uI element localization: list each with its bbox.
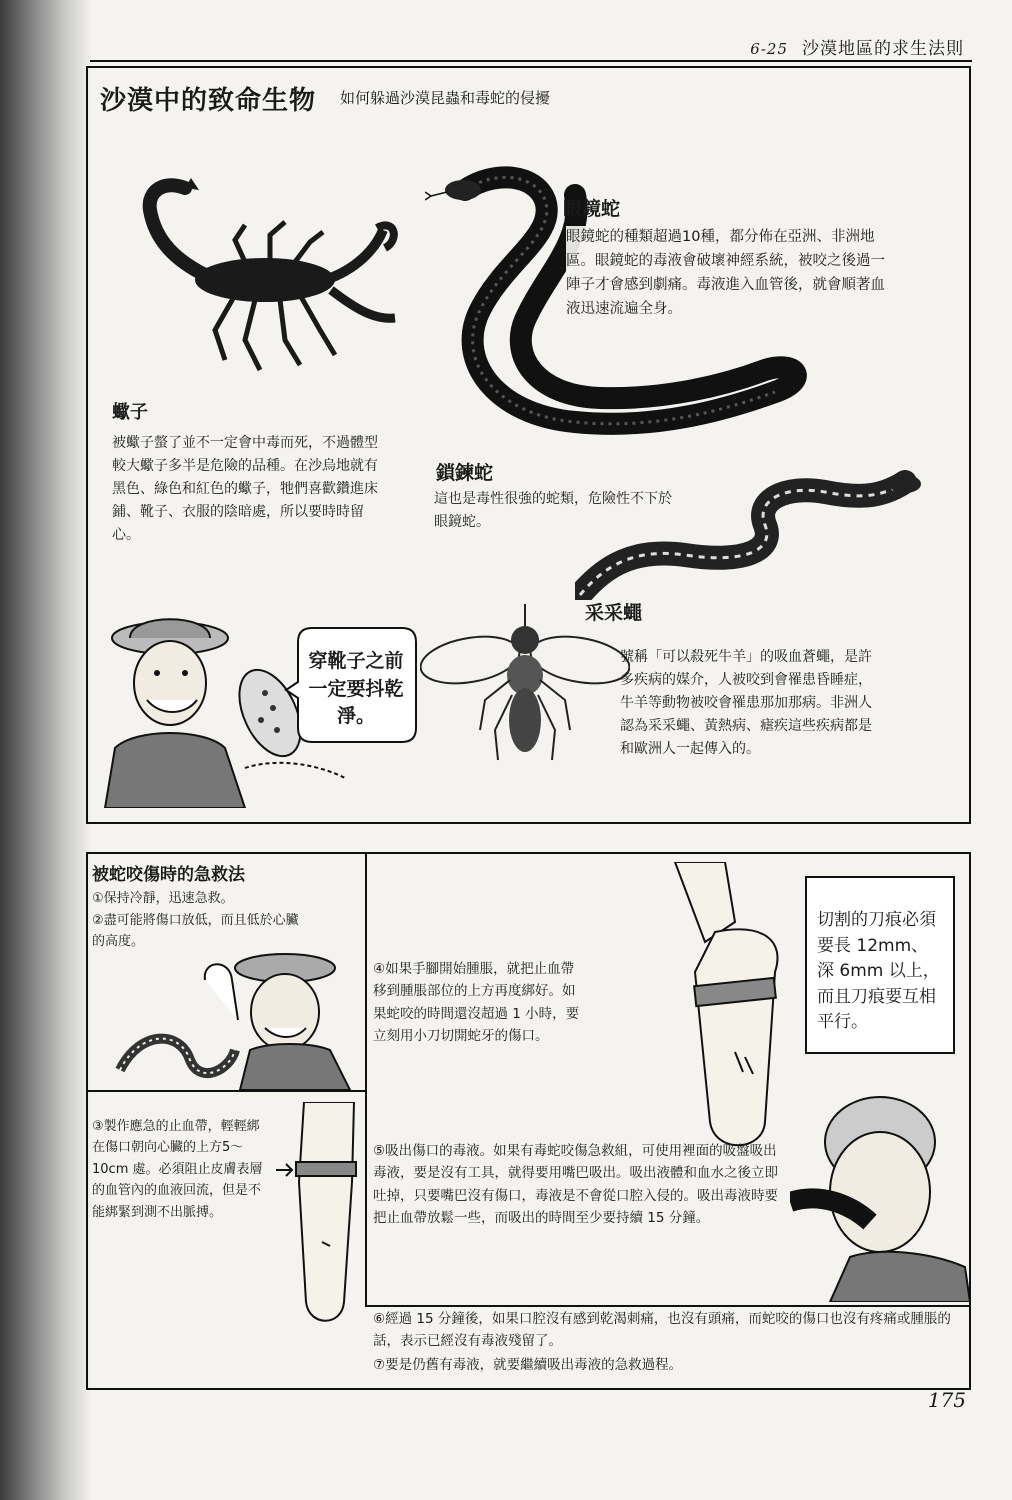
- running-head: [750, 34, 964, 59]
- divider-left-horizontal: [86, 1090, 366, 1092]
- viper-illustration: [575, 470, 925, 600]
- tsetse-fly-illustration: [420, 600, 630, 780]
- creature-name-cobra: 眼鏡蛇: [563, 198, 621, 220]
- speech-bubble-text: 穿靴子之前一定要抖乾淨。: [308, 650, 404, 728]
- panel-subtitle: 如何躲過沙漠昆蟲和毒蛇的侵擾: [340, 89, 551, 107]
- book-spine-shadow: [0, 0, 92, 1500]
- tourniquet-arm-illustration: [274, 1102, 364, 1332]
- scorpion-illustration: [95, 170, 405, 380]
- section-title: 沙漠地區的求生法則: [802, 39, 964, 59]
- creature-name-tsetse-fly: 采采蠅: [585, 602, 643, 624]
- divider-bottom-horizontal: [365, 1305, 971, 1307]
- arm-incision-illustration: [615, 862, 795, 1162]
- step-7: ⑦要是仍舊有毒液，就要繼續吸出毒液的急救過程。: [373, 1357, 683, 1373]
- bitten-soldier-illustration: [110, 950, 360, 1090]
- first-aid-title: 被蛇咬傷時的急救法: [92, 865, 245, 885]
- page-number: 175: [927, 1388, 966, 1412]
- creature-desc-saw-scaled-viper: 這也是毒性很強的蛇類，危險性不下於眼鏡蛇。: [434, 491, 672, 531]
- step-1: ①保持冷靜，迅速急救。: [92, 891, 234, 906]
- sucking-venom-illustration: [790, 1092, 970, 1302]
- creature-desc-cobra: 眼鏡蛇的種類超過10種，都分佈在亞洲、非洲地區。眼鏡蛇的毒液會破壞神經系統，被咬之後過一陣子才會感到劇痛。毒液進入血管後，就會順著血液迅速流遍全身。: [566, 226, 886, 322]
- section-number: 6-25: [750, 40, 788, 58]
- step-3: ③製作應急的止血帶，輕輕綁在傷口朝向心臟的上方5～10cm 處。必須阻止皮膚表層的血管內的血液回流，但是不能綁緊到測不出脈搏。: [92, 1119, 263, 1220]
- creature-desc-scorpion: 被蠍子螫了並不一定會中毒而死，不過體型較大蠍子多半是危險的品種。在沙烏地就有黑色、綠色和紅色的蠍子，牠們喜歡鑽進床鋪、靴子、衣服的陰暗處，所以要時時留心。: [112, 435, 378, 544]
- divider-vertical: [365, 852, 367, 1307]
- header-rule: [90, 60, 972, 62]
- incision-callout: 切割的刀痕必須要長 12mm、深 6mm 以上，而且刀痕要互相平行。: [817, 910, 940, 1032]
- step-6: ⑥經過 15 分鐘後，如果口腔沒有感到乾渴刺痛，也沒有頭痛，而蛇咬的傷口也沒有疼痛或腫脹的話，表示已經沒有毒液殘留了。: [373, 1311, 951, 1350]
- creature-name-saw-scaled-viper: 鎖鍊蛇: [436, 462, 494, 484]
- panel-title: 沙漠中的致命生物: [100, 86, 317, 116]
- step-2: ②盡可能將傷口放低，而且低於心臟的高度。: [92, 913, 299, 950]
- step-5: ⑤吸出傷口的毒液。如果有毒蛇咬傷急救組，可使用裡面的吸盤吸出毒液，要是沒有工具，就得要用嘴巴吸出。吸出液體和血水之後立即吐掉，只要嘴巴沒有傷口，毒液是不會從口腔入侵的。吸出毒液時要把止血帶放鬆一些，而吸出的時間至少要持續 15 分鐘。: [373, 1143, 778, 1226]
- creature-desc-tsetse-fly: 號稱「可以殺死牛羊」的吸血蒼蠅，是許多疾病的媒介，人被咬到會罹患昏睡症，牛羊等動物被咬會罹患那加那病。非洲人認為采采蠅、黃熱病、瘧疾這些疾病都是和歐洲人一起傳入的。: [620, 649, 872, 758]
- creature-name-scorpion: 蠍子: [112, 402, 148, 423]
- step-4: ④如果手腳開始腫脹，就把止血帶移到腫脹部位的上方再度綁好。如果蛇咬的時間還沒超過 1 小時，要立刻用小刀切開蛇牙的傷口。: [373, 961, 580, 1044]
